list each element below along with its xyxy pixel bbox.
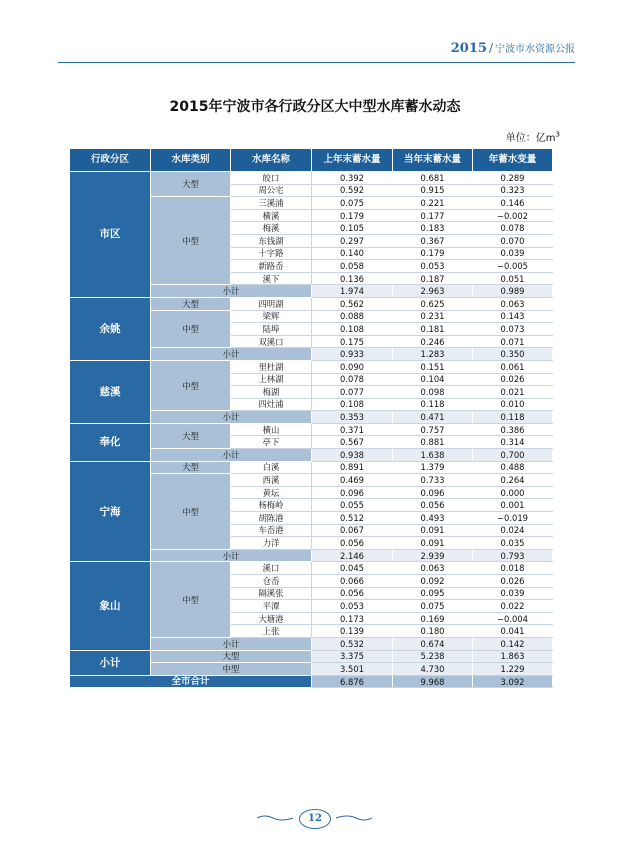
curr-year-storage-cell: 0.180 xyxy=(393,625,473,638)
prev-year-storage-cell: 0.532 xyxy=(312,637,393,650)
subtotal-label-cell: 小计 xyxy=(151,449,312,462)
reservoir-name-cell: 车岙港 xyxy=(231,524,312,537)
table-row xyxy=(70,423,553,436)
unit-text: 单位：亿m xyxy=(505,133,556,144)
subtotal-label-cell: 小计 xyxy=(151,285,312,298)
header-rule xyxy=(58,62,575,63)
storage-change-cell: 0.026 xyxy=(473,575,553,588)
ornament-right-icon xyxy=(334,814,374,822)
region-name-cell: 象山 xyxy=(70,562,151,650)
storage-change-cell: 0.061 xyxy=(473,360,553,373)
prev-year-storage-cell: 0.469 xyxy=(312,474,393,487)
prev-year-storage-cell: 0.066 xyxy=(312,575,393,588)
table-row xyxy=(70,360,553,373)
region-name-cell: 奉化 xyxy=(70,423,151,461)
curr-year-storage-cell: 0.246 xyxy=(393,335,473,348)
table-row xyxy=(70,461,553,474)
prev-year-storage-cell: 0.175 xyxy=(312,335,393,348)
storage-change-cell: 0.323 xyxy=(473,184,553,197)
prev-year-storage-cell: 0.933 xyxy=(312,348,393,361)
curr-year-storage-cell: 0.681 xyxy=(393,172,473,185)
prev-year-storage-cell: 0.090 xyxy=(312,360,393,373)
prev-year-storage-cell: 0.512 xyxy=(312,512,393,525)
storage-change-cell: −0.019 xyxy=(473,512,553,525)
storage-change-cell: 0.051 xyxy=(473,272,553,285)
prev-year-storage-cell: 0.055 xyxy=(312,499,393,512)
region-name-cell: 余姚 xyxy=(70,297,151,360)
prev-year-storage-cell: 0.371 xyxy=(312,423,393,436)
storage-change-cell: 0.700 xyxy=(473,449,553,462)
table-row xyxy=(70,562,553,575)
region-name-cell: 宁海 xyxy=(70,461,151,562)
subtotal-label-cell: 小计 xyxy=(151,637,312,650)
reservoir-type-cell: 大型 xyxy=(151,423,231,448)
storage-change-cell: −0.004 xyxy=(473,612,553,625)
reservoir-name-cell: 溪下 xyxy=(231,272,312,285)
curr-year-storage-cell: 0.075 xyxy=(393,600,473,613)
reservoir-type-cell: 大型 xyxy=(151,172,231,197)
region-name-cell: 市区 xyxy=(70,172,151,298)
region-name-cell: 慈溪 xyxy=(70,360,151,423)
storage-change-cell: 0.010 xyxy=(473,398,553,411)
prev-year-storage-cell: 6.876 xyxy=(312,675,393,688)
column-header: 水库名称 xyxy=(231,149,312,172)
storage-change-cell: 0.264 xyxy=(473,474,553,487)
reservoir-name-cell: 上张 xyxy=(231,625,312,638)
storage-change-cell: 0.289 xyxy=(473,172,553,185)
storage-change-cell: 3.092 xyxy=(473,675,553,688)
storage-change-cell: 0.143 xyxy=(473,310,553,323)
subtotal-label-cell: 小计 xyxy=(151,549,312,562)
reservoir-name-cell: 平潭 xyxy=(231,600,312,613)
curr-year-storage-cell: 5.238 xyxy=(393,650,473,663)
subtotal-label-cell: 小计 xyxy=(151,348,312,361)
curr-year-storage-cell: 0.187 xyxy=(393,272,473,285)
table-row xyxy=(70,172,553,185)
reservoir-name-cell: 双溪口 xyxy=(231,335,312,348)
storage-change-cell: 0.386 xyxy=(473,423,553,436)
curr-year-storage-cell: 0.056 xyxy=(393,499,473,512)
curr-year-storage-cell: 0.151 xyxy=(393,360,473,373)
curr-year-storage-cell: 0.231 xyxy=(393,310,473,323)
reservoir-name-cell: 胡陈港 xyxy=(231,512,312,525)
summary-type-cell: 中型 xyxy=(151,663,312,676)
reservoir-name-cell: 梅湖 xyxy=(231,386,312,399)
table-body xyxy=(70,172,553,688)
prev-year-storage-cell: 0.056 xyxy=(312,537,393,550)
header-year: 2015 xyxy=(450,41,487,56)
curr-year-storage-cell: 0.053 xyxy=(393,260,473,273)
storage-change-cell: 0.488 xyxy=(473,461,553,474)
storage-change-cell: −0.005 xyxy=(473,260,553,273)
reservoir-type-cell: 中型 xyxy=(151,360,231,410)
prev-year-storage-cell: 0.056 xyxy=(312,587,393,600)
storage-change-cell: 0.350 xyxy=(473,348,553,361)
reservoir-name-cell: 四灶浦 xyxy=(231,398,312,411)
storage-change-cell: 0.018 xyxy=(473,562,553,575)
column-header: 年蓄水变量 xyxy=(473,149,553,172)
curr-year-storage-cell: 0.221 xyxy=(393,197,473,210)
prev-year-storage-cell: 0.592 xyxy=(312,184,393,197)
storage-change-cell: 0.314 xyxy=(473,436,553,449)
reservoir-type-cell: 大型 xyxy=(151,461,231,474)
curr-year-storage-cell: 0.091 xyxy=(393,537,473,550)
curr-year-storage-cell: 2.939 xyxy=(393,549,473,562)
prev-year-storage-cell: 0.139 xyxy=(312,625,393,638)
table-row xyxy=(70,297,553,310)
reservoir-name-cell: 隔溪张 xyxy=(231,587,312,600)
header-separator: / xyxy=(488,41,493,55)
prev-year-storage-cell: 0.108 xyxy=(312,323,393,336)
storage-change-cell: 0.146 xyxy=(473,197,553,210)
prev-year-storage-cell: 0.108 xyxy=(312,398,393,411)
reservoir-name-cell: 皎口 xyxy=(231,172,312,185)
storage-change-cell: 0.073 xyxy=(473,323,553,336)
prev-year-storage-cell: 2.146 xyxy=(312,549,393,562)
prev-year-storage-cell: 0.058 xyxy=(312,260,393,273)
reservoir-type-cell: 中型 xyxy=(151,310,231,348)
prev-year-storage-cell: 0.891 xyxy=(312,461,393,474)
storage-change-cell: 1.863 xyxy=(473,650,553,663)
reservoir-name-cell: 白溪 xyxy=(231,461,312,474)
reservoir-name-cell: 西溪 xyxy=(231,474,312,487)
curr-year-storage-cell: 0.092 xyxy=(393,575,473,588)
prev-year-storage-cell: 0.179 xyxy=(312,209,393,222)
page-header xyxy=(451,40,575,56)
curr-year-storage-cell: 0.091 xyxy=(393,524,473,537)
summary-type-cell: 大型 xyxy=(151,650,312,663)
reservoir-name-cell: 横山 xyxy=(231,423,312,436)
curr-year-storage-cell: 0.179 xyxy=(393,247,473,260)
curr-year-storage-cell: 0.471 xyxy=(393,411,473,424)
prev-year-storage-cell: 0.392 xyxy=(312,172,393,185)
total-row xyxy=(70,675,553,688)
storage-change-cell: 0.000 xyxy=(473,486,553,499)
table-title: 2015年宁波市各行政分区大中型水库蓄水动态 xyxy=(169,99,461,115)
reservoir-type-cell: 中型 xyxy=(151,474,231,550)
page-footer xyxy=(0,803,630,833)
subtotal-label-cell: 小计 xyxy=(151,411,312,424)
prev-year-storage-cell: 0.088 xyxy=(312,310,393,323)
storage-change-cell: 0.039 xyxy=(473,587,553,600)
curr-year-storage-cell: 1.379 xyxy=(393,461,473,474)
curr-year-storage-cell: 2.963 xyxy=(393,285,473,298)
storage-change-cell: 0.041 xyxy=(473,625,553,638)
curr-year-storage-cell: 9.968 xyxy=(393,675,473,688)
reservoir-name-cell: 杨梅岭 xyxy=(231,499,312,512)
curr-year-storage-cell: 0.095 xyxy=(393,587,473,600)
curr-year-storage-cell: 0.183 xyxy=(393,222,473,235)
curr-year-storage-cell: 0.625 xyxy=(393,297,473,310)
total-label-cell: 全市合计 xyxy=(70,675,312,688)
storage-change-cell: 0.022 xyxy=(473,600,553,613)
prev-year-storage-cell: 1.974 xyxy=(312,285,393,298)
column-header: 水库类别 xyxy=(151,149,231,172)
storage-change-cell: 0.070 xyxy=(473,234,553,247)
curr-year-storage-cell: 0.757 xyxy=(393,423,473,436)
reservoir-name-cell: 梁辉 xyxy=(231,310,312,323)
unit-superscript: 3 xyxy=(555,130,560,139)
prev-year-storage-cell: 0.078 xyxy=(312,373,393,386)
curr-year-storage-cell: 4.730 xyxy=(393,663,473,676)
storage-change-cell: 0.024 xyxy=(473,524,553,537)
storage-change-cell: 0.071 xyxy=(473,335,553,348)
header-row xyxy=(70,149,553,172)
unit-label xyxy=(506,129,560,144)
reservoir-name-cell: 亭下 xyxy=(231,436,312,449)
curr-year-storage-cell: 0.063 xyxy=(393,562,473,575)
curr-year-storage-cell: 0.493 xyxy=(393,512,473,525)
prev-year-storage-cell: 0.562 xyxy=(312,297,393,310)
prev-year-storage-cell: 0.105 xyxy=(312,222,393,235)
prev-year-storage-cell: 0.567 xyxy=(312,436,393,449)
curr-year-storage-cell: 0.177 xyxy=(393,209,473,222)
summary-label-cell: 小计 xyxy=(70,650,151,675)
prev-year-storage-cell: 3.501 xyxy=(312,663,393,676)
storage-change-cell: 0.793 xyxy=(473,549,553,562)
storage-change-cell: 0.078 xyxy=(473,222,553,235)
reservoir-name-cell: 大塘港 xyxy=(231,612,312,625)
prev-year-storage-cell: 0.140 xyxy=(312,247,393,260)
storage-change-cell: −0.002 xyxy=(473,209,553,222)
curr-year-storage-cell: 0.169 xyxy=(393,612,473,625)
curr-year-storage-cell: 1.638 xyxy=(393,449,473,462)
curr-year-storage-cell: 0.181 xyxy=(393,323,473,336)
prev-year-storage-cell: 0.053 xyxy=(312,600,393,613)
reservoir-name-cell: 黄坛 xyxy=(231,486,312,499)
reservoir-name-cell: 陆埠 xyxy=(231,323,312,336)
reservoir-name-cell: 溪口 xyxy=(231,562,312,575)
prev-year-storage-cell: 0.077 xyxy=(312,386,393,399)
reservoir-name-cell: 力洋 xyxy=(231,537,312,550)
column-header: 行政分区 xyxy=(70,149,151,172)
reservoir-name-cell: 梅溪 xyxy=(231,222,312,235)
storage-change-cell: 0.035 xyxy=(473,537,553,550)
prev-year-storage-cell: 0.075 xyxy=(312,197,393,210)
curr-year-storage-cell: 0.674 xyxy=(393,637,473,650)
curr-year-storage-cell: 0.367 xyxy=(393,234,473,247)
curr-year-storage-cell: 0.915 xyxy=(393,184,473,197)
curr-year-storage-cell: 0.098 xyxy=(393,386,473,399)
reservoir-name-cell: 四明湖 xyxy=(231,297,312,310)
reservoir-name-cell: 上林湖 xyxy=(231,373,312,386)
reservoir-name-cell: 仓岙 xyxy=(231,575,312,588)
prev-year-storage-cell: 0.297 xyxy=(312,234,393,247)
storage-change-cell: 1.229 xyxy=(473,663,553,676)
prev-year-storage-cell: 0.096 xyxy=(312,486,393,499)
storage-change-cell: 0.021 xyxy=(473,386,553,399)
header-publication-name: 宁波市水资源公报 xyxy=(495,44,575,55)
reservoir-type-cell: 中型 xyxy=(151,562,231,638)
storage-change-cell: 0.118 xyxy=(473,411,553,424)
reservoir-name-cell: 东钱湖 xyxy=(231,234,312,247)
column-header: 当年末蓄水量 xyxy=(393,149,473,172)
prev-year-storage-cell: 0.136 xyxy=(312,272,393,285)
prev-year-storage-cell: 0.353 xyxy=(312,411,393,424)
storage-change-cell: 0.063 xyxy=(473,297,553,310)
prev-year-storage-cell: 0.045 xyxy=(312,562,393,575)
curr-year-storage-cell: 0.104 xyxy=(393,373,473,386)
reservoir-name-cell: 十字路 xyxy=(231,247,312,260)
storage-change-cell: 0.989 xyxy=(473,285,553,298)
prev-year-storage-cell: 0.938 xyxy=(312,449,393,462)
reservoir-type-cell: 中型 xyxy=(151,197,231,285)
storage-change-cell: 0.039 xyxy=(473,247,553,260)
prev-year-storage-cell: 0.173 xyxy=(312,612,393,625)
prev-year-storage-cell: 3.375 xyxy=(312,650,393,663)
curr-year-storage-cell: 0.096 xyxy=(393,486,473,499)
column-header: 上年末蓄水量 xyxy=(312,149,393,172)
reservoir-storage-table xyxy=(69,148,553,688)
storage-change-cell: 0.142 xyxy=(473,637,553,650)
reservoir-name-cell: 周公宅 xyxy=(231,184,312,197)
curr-year-storage-cell: 0.733 xyxy=(393,474,473,487)
reservoir-name-cell: 三溪浦 xyxy=(231,197,312,210)
storage-change-cell: 0.001 xyxy=(473,499,553,512)
curr-year-storage-cell: 0.118 xyxy=(393,398,473,411)
ornament-left-icon xyxy=(255,814,295,822)
reservoir-name-cell: 新路岙 xyxy=(231,260,312,273)
prev-year-storage-cell: 0.067 xyxy=(312,524,393,537)
curr-year-storage-cell: 0.881 xyxy=(393,436,473,449)
reservoir-type-cell: 大型 xyxy=(151,297,231,310)
reservoir-name-cell: 里杜湖 xyxy=(231,360,312,373)
summary-row xyxy=(70,650,553,663)
reservoir-name-cell: 横溪 xyxy=(231,209,312,222)
storage-change-cell: 0.026 xyxy=(473,373,553,386)
curr-year-storage-cell: 1.283 xyxy=(393,348,473,361)
page-number: 12 xyxy=(299,809,331,829)
